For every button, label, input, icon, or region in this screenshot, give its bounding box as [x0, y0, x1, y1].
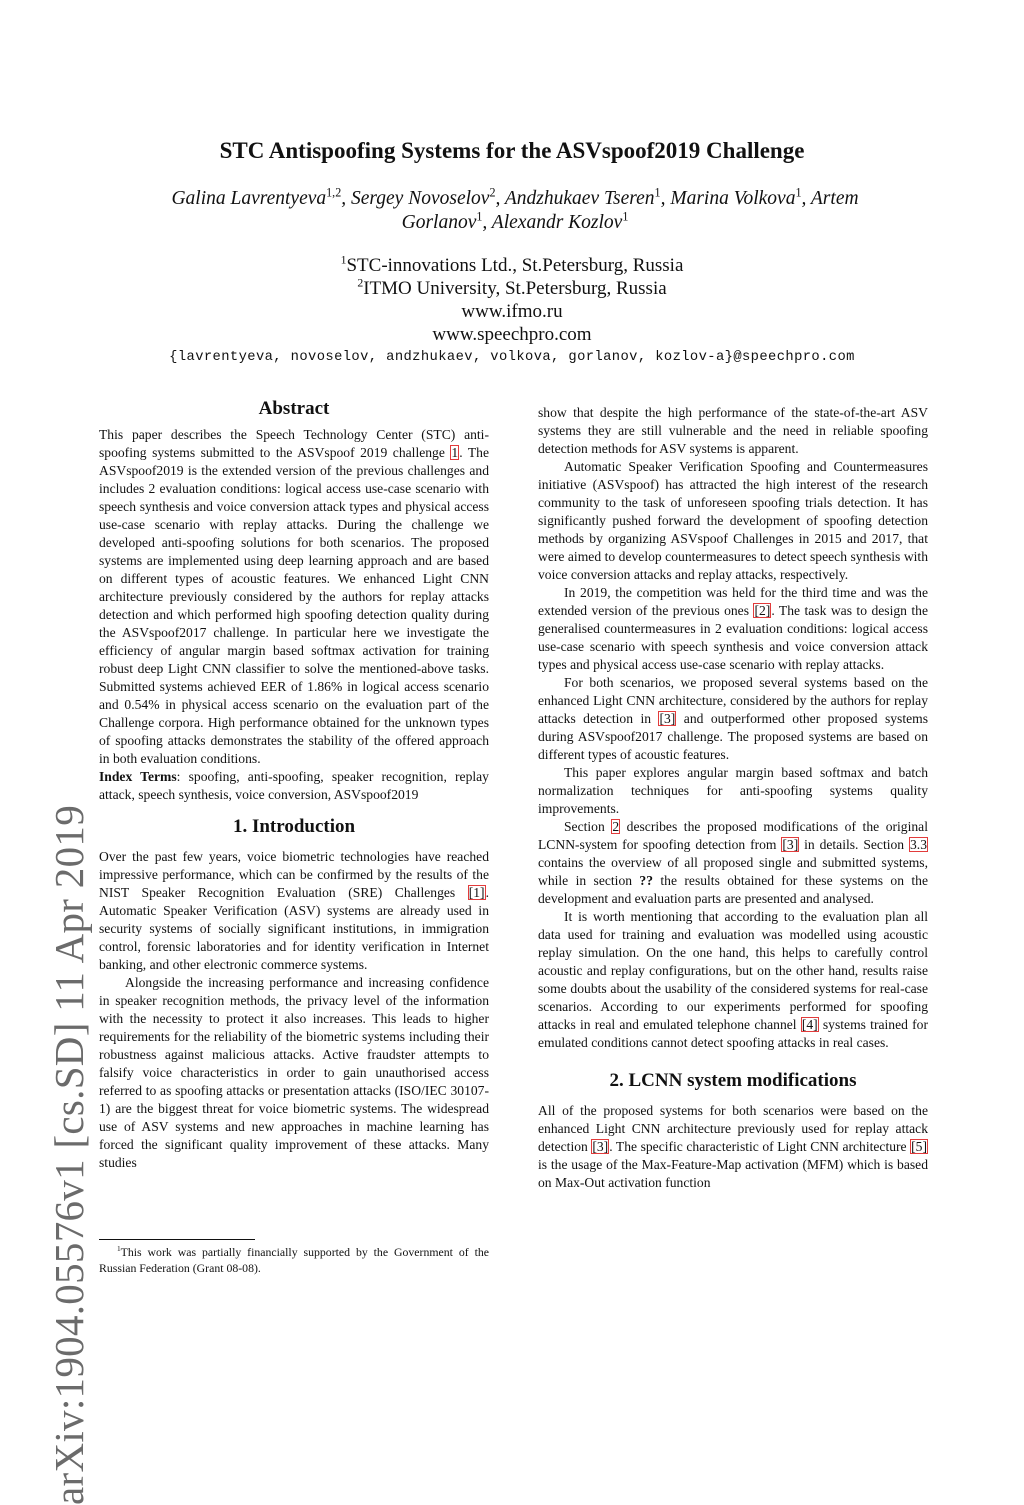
- author-name: , Artem Gorlanov: [401, 188, 859, 233]
- footnote-link[interactable]: 1: [451, 445, 459, 460]
- affil-text: STC-innovations Ltd., St.Petersburg, Russia: [346, 255, 684, 276]
- author-name: , Andzhukaev Tseren: [495, 188, 655, 209]
- left-column: [99, 400, 489, 1172]
- right-column: [538, 404, 928, 1192]
- affiliation-1: [0, 255, 1024, 277]
- body-paragraph: This paper explores angular margin based softmax and batch normalization techniques for anti-spoofing systems quality improvements.: [538, 765, 928, 816]
- footnote-text: This work was partially financially supported by the Government of the Russian Federation (Grant 08-08).: [99, 1245, 489, 1275]
- intro-text-part: Over the past few years, voice biometric technologies have reached impressive performance, which can be confirmed by the results of the NIST Speaker Recognition Evaluation (SRE) Challenges: [99, 849, 489, 900]
- body-text-part: and outperformed other proposed systems during ASVspoof2017 challenge. The proposed systems are based on different types of acoustic features.: [538, 711, 928, 762]
- author-list: [140, 187, 890, 235]
- author-name: , Alexandr Kozlov: [482, 212, 623, 233]
- abstract-text: [99, 426, 489, 768]
- footnote-rule: [99, 1239, 255, 1240]
- body-paragraph: [538, 674, 928, 764]
- index-terms: [99, 768, 489, 804]
- section-link[interactable]: 2: [612, 819, 620, 834]
- body-paragraph: [538, 908, 928, 1052]
- author-affil-mark: 1,2: [326, 185, 342, 200]
- body-text-part: the results obtained for these systems on the development and evaluation parts are presented and analysed.: [538, 873, 928, 906]
- section-heading-lcnn: 2. LCNN system modifications: [609, 1070, 857, 1091]
- affiliation-2: [0, 278, 1024, 300]
- author-affil-mark: 1: [795, 185, 802, 200]
- citation-link[interactable]: [1]: [468, 885, 485, 900]
- body-text-part: describes the proposed modifications of the original LCNN-system for spoofing detection from: [538, 819, 928, 852]
- body-text-part: is the usage of the Max-Feature-Map activation (MFM) which is based on Max-Out activation function: [538, 1157, 928, 1190]
- section-heading-introduction: 1. Introduction: [232, 816, 356, 837]
- affil-mark: 2: [357, 276, 364, 290]
- citation-link[interactable]: [3]: [659, 711, 676, 726]
- body-text-part: It is worth mentioning that according to the evaluation plan all data used for training and evaluation was modelled using acoustic replay simulation. On the one hand, this helps to carefully control acoustic and replay configurations, but on the other hand, results raise some doubts about the usability of the considered systems for real-case scenarios. According to our experiments performed for spoofing attacks in real and emulated telephone channel: [538, 909, 928, 1032]
- body-text-part: For both scenarios, we proposed several systems based on the enhanced Light CNN architecture, considered by the authors for replay attacks detection in: [538, 675, 928, 726]
- body-text-part: Section: [564, 819, 612, 834]
- body-paragraph: Automatic Speaker Verification Spoofing and Countermeasures initiative (ASVspoof) has attracted the high interest of the research community to the task of unforeseen spoofing trials detection. It has significantly pushed forward the development of spoofing detection methods by organizing ASVspoof Challenges in 2015 and 2017, that were aimed to develop countermeasures to detect speech synthesis with voice conversion attacks and replay attacks, respectively.: [538, 459, 928, 582]
- citation-link[interactable]: [4]: [801, 1017, 818, 1032]
- affil-text: ITMO University, St.Petersburg, Russia: [363, 278, 667, 299]
- arxiv-id: arXiv:1904.05576v1 [cs.SD] 11 Apr 2019: [46, 805, 92, 1505]
- body-text-part: In 2019, the competition was held for the third time and was the extended version of the previous ones: [538, 585, 928, 618]
- citation-link[interactable]: [3]: [592, 1139, 609, 1154]
- body-paragraph: [538, 818, 928, 908]
- author-affil-mark: 1: [476, 209, 483, 224]
- body-paragraph: [538, 584, 928, 674]
- intro-text-part: . Automatic Speaker Verification (ASV) systems are already used in security systems of socially significant institutions, in immigration control, forensic laboratories and for identity verification in Internet banking, and other electronic commerce systems.: [99, 885, 489, 972]
- body-text-part: All of the proposed systems for both scenarios were based on the enhanced Light CNN architecture previously used for replay attack detection: [538, 1103, 928, 1154]
- body-paragraph: [538, 1102, 928, 1192]
- index-terms-label: Index Terms: [99, 769, 177, 784]
- affiliation-url-2: www.speechpro.com: [432, 324, 592, 345]
- section-link[interactable]: 3.3: [910, 837, 927, 852]
- author-affil-mark: 1: [622, 209, 629, 224]
- abstract-heading: Abstract: [258, 398, 330, 419]
- intro-paragraph: [99, 848, 489, 974]
- intro-paragraph: Alongside the increasing performance and increasing confidence in speaker recognition methods, the privacy level of the information with the necessity to protect it also increases. This leads to higher requirements for the reliability of the biometric systems including their robustness against malicious attacks. Active fraudster attempts to falsify voice characteristics in order to gain unauthorised access referred to as spoofing attacks or presentation attacks (ISO/IEC 30107-1) are the biggest threat for voice biometric systems. The widespread use of ASV systems and new approaches in machine learning has forced the significant quality improvement of these attacks. Many studies: [99, 975, 489, 1170]
- author-name: Galina Lavrentyeva: [171, 188, 327, 209]
- index-terms-text: : spoofing, anti-spoofing, speaker recognition, replay attack, speech synthesis, voice conversion, ASVspoof2019: [99, 769, 489, 802]
- author-emails: {lavrentyeva, novoselov, andzhukaev, volkova, gorlanov, kozlov-a}@speechpro.com: [169, 350, 855, 365]
- citation-link[interactable]: [2]: [754, 603, 771, 618]
- body-text-part: . The specific characteristic of Light CNN architecture: [609, 1139, 911, 1154]
- author-affil-mark: 2: [489, 185, 496, 200]
- body-text-part: . The task was to design the generalised countermeasures in 2 evaluation conditions: logical access use-case scenario with speech synthesis and voice conversion attack types and physical access use-case scenario with replay attacks.: [538, 603, 929, 672]
- affiliation-url-1: www.ifmo.ru: [461, 301, 563, 322]
- citation-link[interactable]: [5]: [911, 1139, 927, 1154]
- footnote-mark: 1: [117, 1244, 121, 1254]
- citation-link[interactable]: [3]: [782, 837, 799, 852]
- abstract-text-part: . The ASVspoof2019 is the extended version of the previous challenges and includes 2 evaluation conditions: logical access use-case scenario with speech synthesis and voice conversion attack types and physical access use-case scenario with replay attacks. During the challenge we developed anti-spoofing solutions for both scenarios. The proposed systems are implemented using deep learning approach and are based on different types of acoustic features. We enhanced Light CNN architecture previously considered by the authors for replay attacks detection and which performed high spoofing detection quality during the ASVspoof2017 challenge. In particular here we investigate the efficiency of angular margin based softmax activation for training robust deep Light CNN classifier to solve the mentioned-above tasks. Submitted systems achieved EER of 1.86% in logical access scenario and 0.54% in physical access scenario on the evaluation part of the Challenge corpora. High performance obtained for the unknown types of spoofing attacks demonstrates the stability of the offered approach in both evaluation conditions.: [99, 445, 489, 766]
- abstract-text-part: This paper describes the Speech Technology Center (STC) anti-spoofing systems submitted to the ASVspoof 2019 challenge: [99, 427, 489, 460]
- paper-title: STC Antispoofing Systems for the ASVspoof2019 Challenge: [219, 138, 805, 163]
- affil-mark: 1: [340, 253, 347, 267]
- author-affil-mark: 1: [654, 185, 661, 200]
- body-text-part: systems trained for emulated conditions cannot detect spoofing attacks in real cases.: [538, 1017, 928, 1050]
- body-text-part: contains the overview of all proposed single and submitted systems, while in section: [538, 855, 928, 888]
- arxiv-watermark: [10, 450, 92, 1505]
- author-name: , Marina Volkova: [660, 188, 796, 209]
- body-text-part: in details. Section: [799, 837, 909, 852]
- unresolved-reference: ??: [639, 873, 654, 888]
- body-paragraph: show that despite the high performance of the state-of-the-art ASV systems they are still vulnerable and the need in reliable spoofing detection methods for ASV systems is apparent.: [538, 405, 928, 456]
- footnote: [99, 1244, 489, 1276]
- author-name: , Sergey Novoselov: [341, 188, 490, 209]
